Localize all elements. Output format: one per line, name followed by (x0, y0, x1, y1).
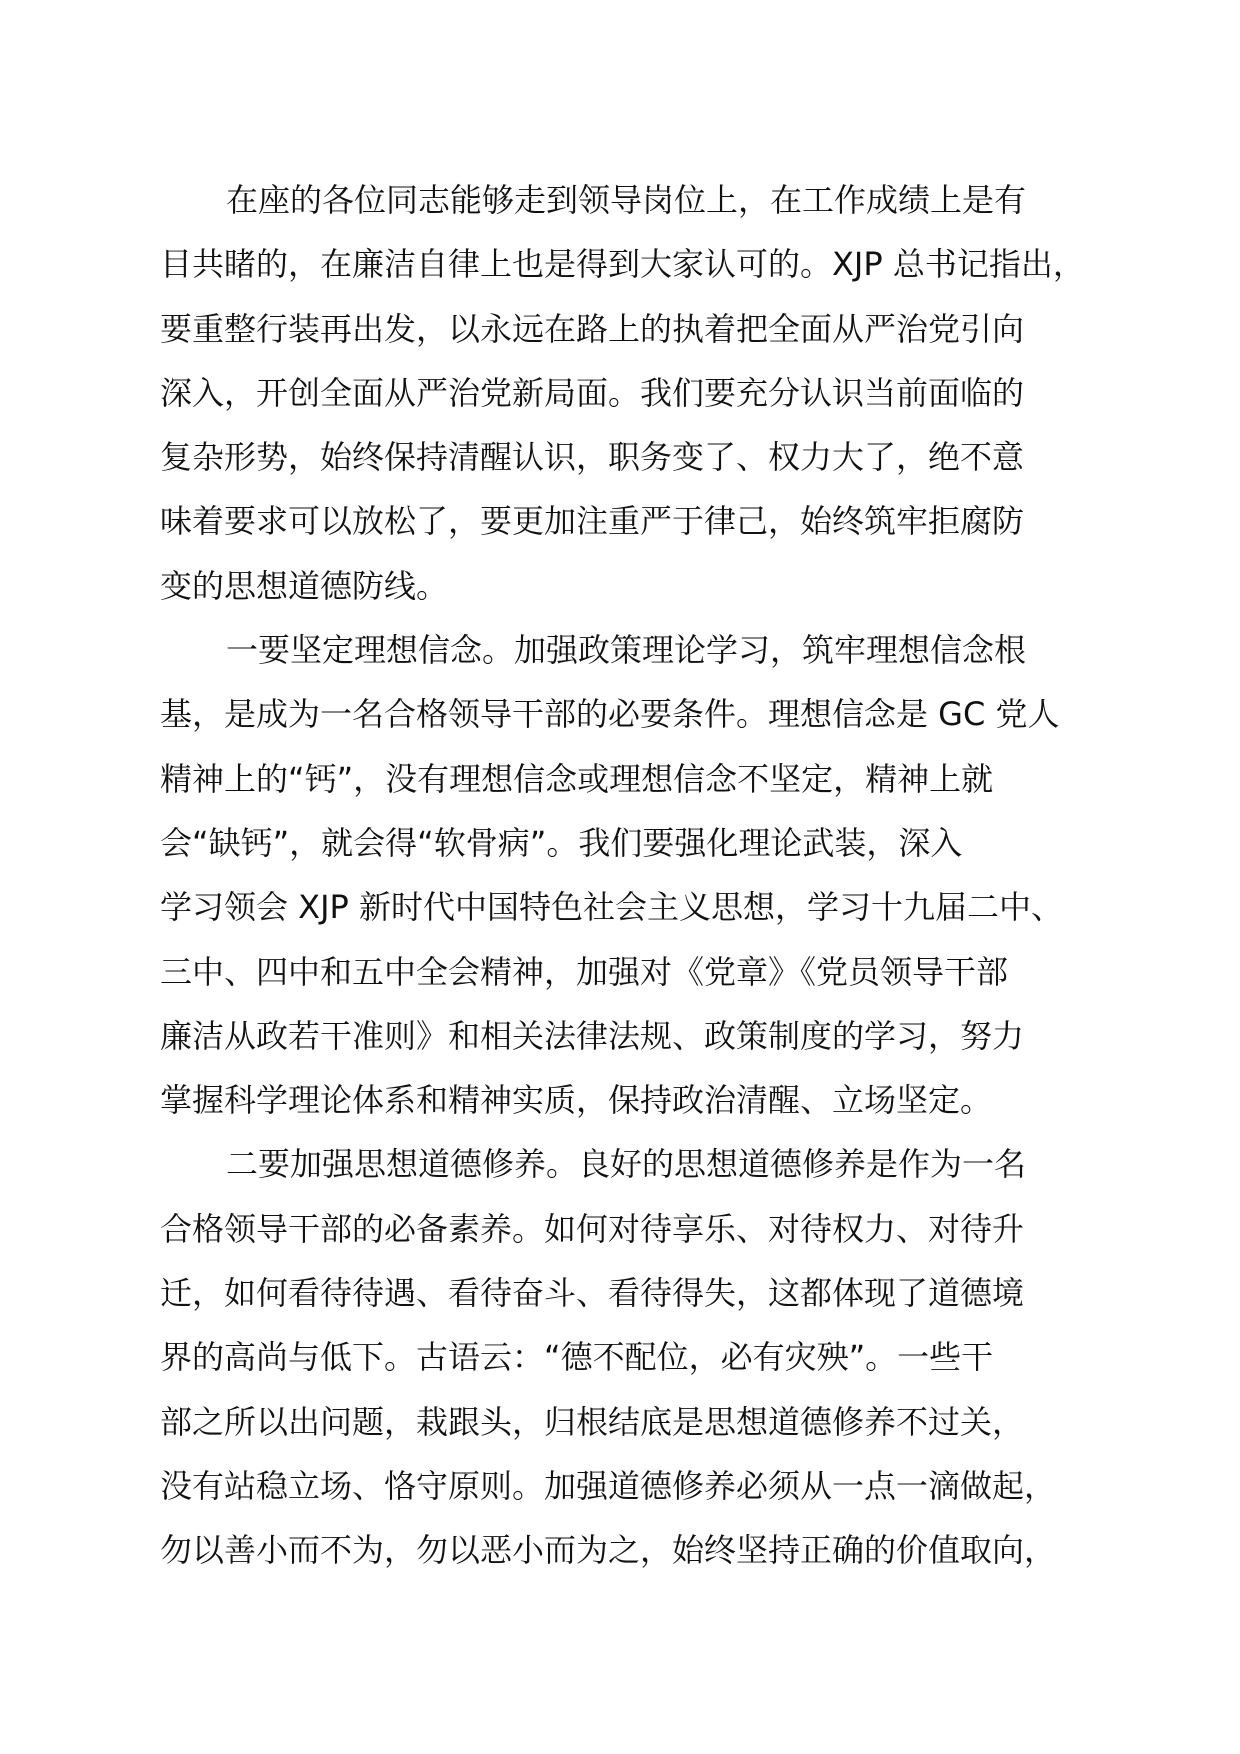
paragraph-3-line-3: 迁，如何看待待遇、看待奋斗、看待得失，这都体现了道德境 (160, 1274, 1025, 1313)
paragraph-2-line-3: 精神上的“钙”，没有理想信念或理想信念不坚定，精神上就 (160, 759, 994, 798)
paragraph-3-line-6: 没有站稳立场、恪守原则。加强道德修养必须从一点一滴做起， (160, 1466, 1057, 1505)
paragraph-3-line-4: 界的高尚与低下。古语云：“德不配位，必有灾殃”。一些干 (160, 1338, 994, 1377)
paragraph-1-line-6: 味着要求可以放松了，要更加注重严于律己，始终筑牢拒腐防 (160, 502, 1025, 541)
paragraph-2-line-6: 三中、四中和五中全会精神，加强对《党章》《党员领导干部 (160, 952, 1009, 991)
paragraph-2-line-7: 廉洁从政若干准则》和相关法律法规、政策制度的学习，努力 (160, 1016, 1025, 1055)
paragraph-3-line-1: 二要加强思想道德修养。良好的思想道德修养是作为一名 (226, 1145, 1027, 1184)
paragraph-1-line-3: 要重整行装再出发，以永远在路上的执着把全面从严治党引向 (160, 309, 1025, 348)
document-body (160, 168, 1090, 1583)
paragraph-1-line-2: 目共睹的，在廉洁自律上也是得到大家认可的。XJP 总书记指出， (160, 245, 1085, 284)
paragraph-2-line-8: 掌握科学理论体系和精神实质，保持政治清醒、立场坚定。 (160, 1081, 993, 1120)
paragraph-2-line-1: 一要坚定理想信念。加强政策理论学习，筑牢理想信念根 (226, 631, 1027, 670)
paragraph-2-line-5: 学习领会 XJP 新时代中国特色社会主义思想，学习十九届二中、 (160, 888, 1064, 927)
paragraph-3-line-5: 部之所以出问题，栽跟头，归根结底是思想道德修养不过关， (160, 1402, 1025, 1441)
paragraph-1-line-7: 变的思想道德防线。 (160, 566, 449, 605)
paragraph-3-line-7: 勿以善小而不为，勿以恶小而为之，始终坚持正确的价值取向， (160, 1531, 1057, 1570)
paragraph-3-line-2: 合格领导干部的必备素养。如何对待享乐、对待权力、对待升 (160, 1209, 1025, 1248)
paragraph-1-line-1: 在座的各位同志能够走到领导岗位上，在工作成绩上是有 (226, 181, 1027, 219)
paragraph-1-line-4: 深入，开创全面从严治党新局面。我们要充分认识当前面临的 (160, 373, 1025, 412)
paragraph-1-line-5: 复杂形势，始终保持清醒认识，职务变了、权力大了，绝不意 (160, 438, 1025, 477)
paragraph-2-line-4: 会“缺钙”，就会得“软骨病”。我们要强化理论武装，深入 (160, 823, 963, 862)
paragraph-2-line-2: 基，是成为一名合格领导干部的必要条件。理想信念是 GC 党人 (160, 695, 1060, 734)
